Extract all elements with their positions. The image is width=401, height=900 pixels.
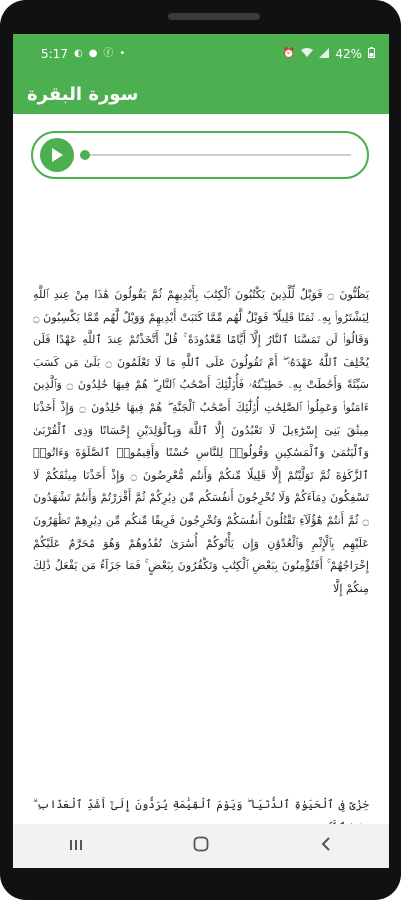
app-icon: ● (88, 48, 98, 59)
page-title: سورة البقرة (27, 83, 139, 105)
speaker-notch (168, 13, 260, 20)
reader-content[interactable] (13, 114, 389, 824)
battery-level: 42% (335, 47, 362, 61)
audio-player (31, 131, 369, 179)
dot-icon: • (119, 48, 126, 59)
battery-icon (368, 47, 375, 61)
status-time: 5:17 (41, 47, 68, 61)
alarm-icon: ⏰ (282, 48, 296, 59)
screen (13, 34, 389, 868)
recents-icon (69, 838, 83, 852)
app-bar (13, 74, 389, 114)
back-icon (320, 836, 332, 852)
system-nav-bar (13, 824, 389, 868)
recents-button[interactable] (46, 836, 106, 857)
seek-thumb[interactable] (80, 150, 90, 160)
wifi-icon (301, 48, 313, 61)
signal-icon (319, 48, 329, 61)
play-button[interactable] (40, 138, 74, 172)
facebook-icon: ⓕ (103, 48, 114, 59)
surah-text-continued: خِزْىٌ فِى ٱلْحَيَوٰةِ ٱلدُّنْيَا ۖ وَيَوْمَ ٱلْقِيَٰمَةِ يُرَدُّونَ إِلَىٰٓ أَشَدِّ ٱلْعَذَابِ ۗ (33, 798, 369, 811)
home-button[interactable] (171, 836, 231, 857)
play-icon (50, 147, 64, 163)
surah-text: يَظُنُّونَ ۝ فَوَيْلٌ لِّلَّذِينَ يَكْتُبُونَ ٱلْكِتَٰبَ بِأَيْدِيهِمْ ثُمَّ يَقُولُونَ هَٰذَا مِنْ عِندِ ٱللَّهِ لِيَشْتَرُوا۟ بِهِۦ ثَمَنًا قَلِيلًا ۖ فَوَيْلٌ لَّهُم مِّمَّا كَتَبَتْ أَيْدِيهِمْ وَوَيْلٌ لَّهُم مِّمَّا يَكْسِبُونَ ۝ وَقَالُوا۟ لَن تَمَسَّنَا ٱلنَّارُ إِلَّآ أَيَّامًا مَّعْدُودَةً ۚ قُلْ أَتَّخَذْتُمْ عِندَ ٱللَّهِ عَهْدًا فَلَن يُخْلِفَ ٱللَّهُ عَهْدَهُۥٓ ۖ أَمْ تَقُولُونَ عَلَى ٱللَّهِ مَا لَا تَعْلَمُونَ ۝ بَلَىٰ مَن كَسَبَ سَيِّئَةً وَأَحَٰطَتْ بِهِۦ خَطِيٓـَٔتُهُۥ فَأُو۟لَٰٓئِكَ أَصْحَٰبُ ٱلنَّارِ ۖ هُمْ فِيهَا خَٰلِدُونَ ۝ وَٱلَّذِينَ ءَامَنُوا۟ وَعَمِلُوا۟ ٱلصَّٰلِحَٰتِ أُو۟لَٰٓئِكَ أَصْحَٰبُ ٱلْجَنَّةِ ۖ هُمْ فِيهَا خَٰلِدُونَ ۝ وَإِذْ أَخَذْنَا مِيثَٰقَ بَنِىٓ إِسْرَٰٓءِيلَ لَا تَعْبُدُونَ إِلَّا ٱللَّهَ وَبِٱلْوَٰلِدَيْنِ إِحْسَانًا وَذِى ٱلْقُرْبَىٰ وَٱلْيَتَٰمَىٰ وَٱلْمَسَٰكِينِ وَقُولُوا۟ لِلنَّاسِ حُسْنًا وَأَقِيمُوا۟ ٱلصَّلَوٰةَ وَءَاتُوا۟ ٱلزَّكَوٰةَ ثُمَّ تَوَلَّيْتُمْ إِلَّا قَلِيلًا مِّنكُمْ وَأَنتُم مُّعْرِضُونَ ۝ وَإِذْ أَخَذْنَا مِيثَٰقَكُمْ لَا تَسْفِكُونَ دِمَآءَكُمْ وَلَا تُخْرِجُونَ أَنفُسَكُم مِّن دِيَٰرِكُمْ ثُمَّ أَقْرَرْتُمْ وَأَنتُمْ تَشْهَدُونَ ۝ ثُمَّ أَنتُمْ هَٰٓؤُلَآءِ تَقْتُلُونَ أَنفُسَكُمْ وَتُخْرِجُونَ فَرِيقًا مِّنكُم مِّن دِيَٰرِهِمْ تَظَٰهَرُونَ عَلَيْهِم بِٱلْإِثْمِ وَٱلْعُدْوَٰنِ وَإِن يَأْتُوكُمْ أُسَٰرَىٰ تُفَٰدُوهُمْ وَهُوَ مُحَرَّمٌ عَلَيْكُمْ إِخْرَاجُهُمْ ۚ أَفَتُؤْمِنُونَ بِبَعْضِ ٱلْكِتَٰبِ وَتَكْفُرُونَ بِبَعْضٍ ۚ فَمَا جَزَآءُ مَن يَفْعَلُ ذَٰلِكَ مِنكُمْ إِلَّا (33, 288, 369, 595)
status-right (283, 47, 375, 61)
status-bar (13, 34, 389, 74)
back-button[interactable] (296, 836, 356, 857)
sync-icon: ◐ (73, 48, 83, 59)
home-icon (193, 836, 209, 852)
seek-bar[interactable] (84, 154, 351, 156)
status-left (41, 47, 125, 61)
